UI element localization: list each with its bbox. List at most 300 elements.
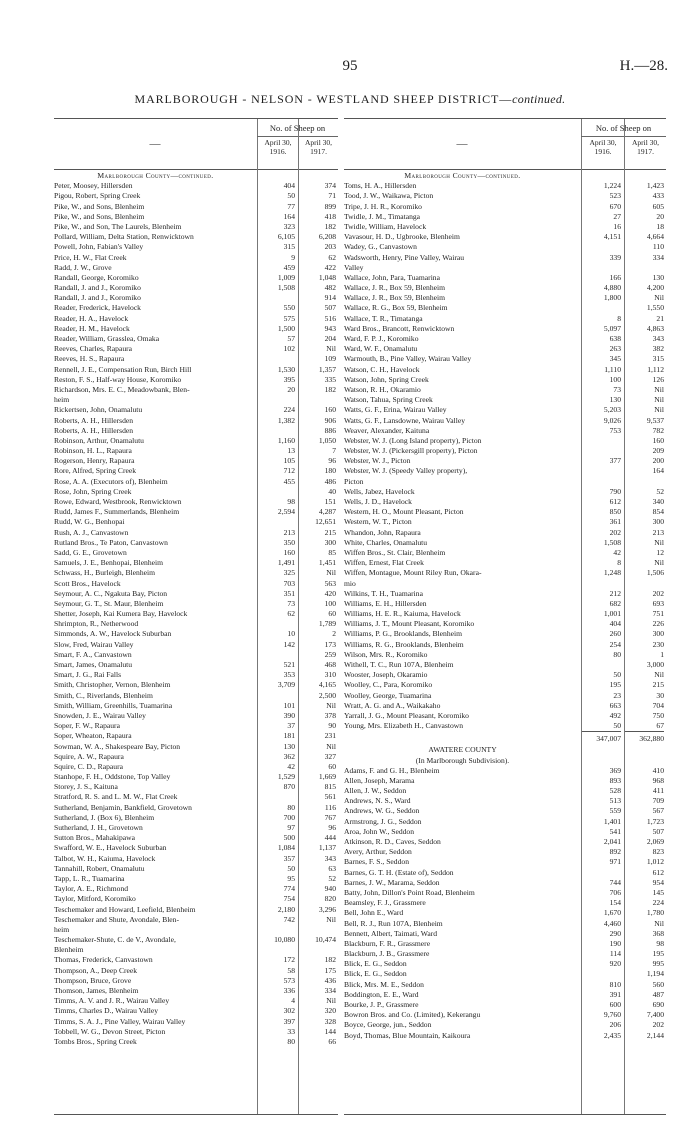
- sheep-1917: 2,069: [646, 837, 664, 846]
- sheep-1917: 612: [652, 867, 664, 877]
- sheep-1916: 5,097: [603, 323, 621, 333]
- owner-name: Pike, W., and Sons, Blenheim: [54, 201, 145, 211]
- owner-name: Williams, E. H., Hillersden: [344, 598, 427, 608]
- sheep-1916: 1,084: [277, 843, 295, 853]
- sheep-1917: 340: [652, 497, 664, 506]
- sheep-1916: 97: [287, 823, 295, 832]
- owner-name: Shrimpton, R., Netherwood: [54, 619, 139, 629]
- sheep-1916: 33: [287, 1026, 295, 1036]
- owner-name: Teschemaker-Shute, C. de V., Avondale,: [54, 935, 176, 945]
- table-row: [344, 959, 666, 969]
- sheep-1917: 315: [652, 354, 664, 364]
- sheep-1917: Nil: [654, 558, 664, 568]
- sheep-1916: 100: [609, 374, 621, 384]
- sheep-1916: 254: [609, 639, 621, 649]
- table-row: [54, 242, 338, 252]
- sheep-1917: Nil: [654, 537, 664, 547]
- sheep-1917: 195: [652, 949, 664, 959]
- sheep-1916: 351: [283, 588, 295, 598]
- owner-name: Reston, F. S., Half-way House, Koromiko: [54, 374, 182, 384]
- owner-name: Williams, P. G., Brooklands, Blenheim: [344, 629, 463, 639]
- table-row: [54, 253, 338, 263]
- owner-name: Thompson, Bruce, Grove: [54, 975, 132, 985]
- sheep-1917: 751: [652, 609, 664, 619]
- sheep-1917: 160: [652, 435, 664, 445]
- owner-name: Tannahill, Robert, Onamalutu: [54, 863, 145, 873]
- sheep-1916: 114: [609, 949, 621, 959]
- table-row: [54, 945, 338, 955]
- table-row: [344, 222, 666, 232]
- table-row: [344, 969, 666, 979]
- table-row: [54, 212, 338, 222]
- owner-name: Wells, Jabez, Havelock: [344, 486, 415, 496]
- sheep-1917: 378: [324, 710, 336, 720]
- owner-name: Watson, R. H., Okaramio: [344, 384, 421, 394]
- sheep-1916: 325: [283, 568, 295, 578]
- sheep-1917: 886: [324, 425, 336, 435]
- table-row: [54, 772, 338, 782]
- sheep-1916: 302: [283, 1006, 295, 1016]
- owner-name: Tombs Bros., Spring Creek: [54, 1036, 137, 1046]
- header-name-column: —: [149, 138, 161, 150]
- table-row: [344, 701, 666, 711]
- section-heading: Marlborough County—continued.: [97, 171, 214, 180]
- owner-name: Tobbell, W. G., Devon Street, Picton: [54, 1026, 166, 1036]
- title-continued: continued.: [512, 92, 566, 106]
- owner-name: Bourke, J. P., Grassmere: [344, 1000, 419, 1009]
- owner-name: Wiffen Bros., St. Clair, Blenheim: [344, 547, 446, 557]
- table-row: [54, 538, 338, 548]
- table-row: [344, 446, 666, 456]
- sheep-1917: 362,880: [625, 731, 664, 746]
- owner-name: Woolley, George, Tuamarina: [344, 690, 432, 700]
- table-row: [344, 1031, 666, 1041]
- owner-name: Squire, A. W., Rapaura: [54, 751, 124, 761]
- sheep-1916: 612: [609, 497, 621, 506]
- owner-name: Ward Bros., Brancott, Renwicktown: [344, 323, 455, 333]
- sheep-1917: 750: [652, 710, 664, 720]
- sheep-1916: 9,026: [603, 415, 621, 425]
- table-row: [54, 375, 338, 385]
- owner-name: mio: [344, 578, 356, 588]
- owner-name: Allen, J. W., Seddon: [344, 786, 407, 796]
- table-row: [344, 303, 666, 313]
- owner-name: Blackburn, F. R., Grassmere: [344, 938, 431, 948]
- table-row: [54, 436, 338, 446]
- table-row: [344, 589, 666, 599]
- owner-name: Sutton Bros., Mahakipawa: [54, 833, 135, 843]
- table-row: [344, 507, 666, 517]
- table-row: [54, 589, 338, 599]
- sheep-1916: 971: [609, 857, 621, 867]
- table-row: [54, 303, 338, 313]
- sheep-1916: 80: [287, 802, 295, 812]
- sheep-1917: 52: [328, 873, 336, 883]
- sheep-1917: 2,500: [318, 690, 336, 700]
- owner-name: Barnes, J. W., Marama, Seddon: [344, 877, 440, 887]
- sheep-1916: 682: [609, 598, 621, 608]
- sheep-1917: 704: [652, 700, 664, 710]
- owner-name: Ward, W. F., Onamalutu: [344, 344, 418, 354]
- owner-name: Wiffen, Ernest, Flat Creek: [344, 558, 424, 568]
- table-row: [344, 426, 666, 436]
- sheep-1916: 377: [609, 456, 621, 466]
- sheep-1916: 870: [283, 782, 295, 792]
- sheep-1917: Nil: [326, 700, 336, 710]
- sheep-1916: 700: [283, 812, 295, 822]
- owner-name: Twidle, J. M., Timatanga: [344, 211, 421, 221]
- owner-name: Taylor, A. E., Richmond: [54, 884, 129, 894]
- sheep-1917: 182: [324, 955, 336, 965]
- sheep-1916: 224: [283, 405, 295, 415]
- owner-name: Toms, H. A., Hillersden: [344, 181, 417, 191]
- table-row: [344, 181, 666, 191]
- owner-name: Reader, William, Grasslea, Omaka: [54, 334, 160, 343]
- sheep-1916: 8: [617, 558, 621, 568]
- sheep-1916: 810: [609, 979, 621, 989]
- table-row: [344, 670, 666, 680]
- table-row: [54, 466, 338, 476]
- owner-name: Boddington, E. E., Ward: [344, 989, 419, 999]
- owner-name: Timms, S. A. J., Pine Valley, Wairau Valley: [54, 1016, 186, 1026]
- page-number: 95: [342, 58, 358, 74]
- table-row: [54, 670, 338, 680]
- table-row: [344, 344, 666, 354]
- sheep-1917: 110: [652, 242, 664, 252]
- owner-name: Samuels, J. E., Benhopai, Blenheim: [54, 558, 164, 568]
- table-row: [54, 731, 338, 741]
- owner-name: Pike, W., and Son, The Laurels, Blenheim: [54, 221, 182, 231]
- table-row: [54, 548, 338, 558]
- owner-name: Reader, H. M., Havelock: [54, 323, 130, 333]
- sheep-1916: 920: [609, 959, 621, 969]
- owner-name: Sowman, W. A., Shakespeare Bay, Picton: [54, 741, 181, 751]
- sheep-1917: 215: [324, 527, 336, 537]
- table-row: [54, 711, 338, 721]
- sheep-1917: 436: [324, 975, 336, 985]
- table-row: [344, 786, 666, 796]
- sheep-1917: Nil: [326, 996, 336, 1006]
- sheep-1917: 1,423: [646, 181, 664, 191]
- sheep-1916: 77: [287, 201, 295, 211]
- sheep-1917: Nil: [654, 918, 664, 928]
- owner-name: Roberts, A. H., Hillersden: [54, 415, 134, 425]
- table-row: [54, 782, 338, 792]
- owner-name: heim: [54, 924, 70, 934]
- header-year-1917: April 30, 1917.: [304, 138, 333, 156]
- right-table-body: [344, 171, 666, 1041]
- owner-name: Avery, Arthur, Seddon: [344, 847, 412, 857]
- owner-name: Rush, A. J., Canvastown: [54, 527, 129, 537]
- table-row: [54, 935, 338, 945]
- table-row: [54, 405, 338, 415]
- table-row: [344, 1000, 666, 1010]
- table-row: [344, 548, 666, 558]
- owner-name: Bennett, Albert, Taimati, Ward: [344, 928, 438, 938]
- sheep-1917: 180: [324, 466, 336, 476]
- sheep-1917: 820: [324, 894, 336, 904]
- table-row: [344, 990, 666, 1000]
- table-row: [54, 599, 338, 609]
- table-row: [344, 436, 666, 446]
- table-row: [344, 191, 666, 201]
- owner-name: Blackburn, J. B., Grassmere: [344, 949, 430, 959]
- owner-name: Rutland Bros., Te Paton, Canvastown: [54, 537, 168, 547]
- table-row: [54, 629, 338, 639]
- sheep-1916: 362: [283, 751, 295, 761]
- sheep-1916: 774: [283, 884, 295, 894]
- owner-name: Seymour, G. T., St. Maur, Blenheim: [54, 598, 164, 608]
- sheep-1916: 790: [609, 486, 621, 496]
- sheep-1917: 160: [324, 405, 336, 415]
- sheep-1917: 433: [652, 191, 664, 201]
- owner-name: Timms, Charles D., Wairau Valley: [54, 1006, 159, 1016]
- sheep-1916: 206: [609, 1020, 621, 1030]
- owner-name: Beamsley, F. J., Grassmere: [344, 898, 426, 908]
- owner-name: Reeves, H. S., Rapaura: [54, 354, 125, 364]
- table-row: [54, 833, 338, 843]
- sheep-1917: 709: [652, 796, 664, 806]
- sheep-1917: 9,537: [646, 415, 664, 425]
- owner-name: Allen, Joseph, Marama: [344, 775, 415, 785]
- sheep-1916: 130: [609, 395, 621, 405]
- table-row: [54, 385, 338, 395]
- owner-name: Thompson, A., Deep Creek: [54, 965, 138, 975]
- sheep-1917: 71: [328, 191, 336, 201]
- table-row: [54, 864, 338, 874]
- sheep-1916: 142: [283, 639, 295, 649]
- sheep-1917: Nil: [654, 405, 664, 415]
- table-header: [344, 119, 666, 170]
- sheep-1916: 16: [613, 221, 621, 231]
- sheep-1916: 1,800: [603, 293, 621, 303]
- sheep-1917: 209: [652, 446, 664, 456]
- owner-name: Robinson, Arthur, Onamalutu: [54, 435, 144, 445]
- owner-name: Wadsworth, Henry, Pine Valley, Wairau: [344, 252, 465, 262]
- table-row: [54, 996, 338, 1006]
- owner-name: Vavasour, H. D., Ugbrooke, Blenheim: [344, 232, 460, 242]
- sheep-1917: 63: [328, 863, 336, 873]
- sheep-1916: 521: [283, 660, 295, 669]
- sheep-1916: 1,160: [277, 435, 295, 445]
- sheep-1917: 690: [652, 1000, 664, 1009]
- sheep-1916: 4: [291, 996, 295, 1006]
- sheep-1917: 1,048: [318, 272, 336, 282]
- sheep-1916: 391: [609, 989, 621, 999]
- table-row: [344, 212, 666, 222]
- sheep-1916: 105: [283, 456, 295, 466]
- sheep-1917: Nil: [326, 741, 336, 751]
- owner-name: Timms, A. V. and J. R., Wairau Valley: [54, 996, 170, 1006]
- owner-name: Ward, F. P. J., Koromiko: [344, 334, 419, 343]
- table-row: [54, 293, 338, 303]
- sheep-1917: 1,789: [318, 619, 336, 629]
- sheep-1917: 90: [328, 721, 336, 731]
- sheep-1916: 703: [283, 578, 295, 588]
- owner-name: Sutherland, J. (Box 6), Blenheim: [54, 812, 155, 822]
- table-row: [344, 837, 666, 847]
- sheep-1916: 50: [613, 721, 621, 731]
- sheep-1916: 4,880: [603, 283, 621, 293]
- sheep-1917: 100: [324, 598, 336, 608]
- sheep-1916: 290: [609, 928, 621, 938]
- sheep-1917: 914: [324, 293, 336, 303]
- owner-name: Randall, George, Koromiko: [54, 272, 139, 282]
- table-header: [54, 119, 338, 170]
- sheep-1916: 42: [287, 761, 295, 771]
- sheep-1917: 116: [324, 802, 336, 812]
- owner-name: Watts, G. F., Erina, Wairau Valley: [344, 405, 447, 415]
- sheep-1916: 164: [283, 211, 295, 221]
- sheep-1916: 575: [283, 313, 295, 323]
- sheep-1916: 6,105: [277, 232, 295, 242]
- owner-name: Thomson, James, Blenheim: [54, 986, 139, 995]
- sheep-1917: 899: [324, 201, 336, 211]
- table-row: [54, 854, 338, 864]
- owner-name: Wallace, J. R., Box 59, Blenheim: [344, 293, 446, 303]
- owner-name: Powell, John, Fabian's Valley: [54, 242, 144, 252]
- sheep-1916: 455: [283, 476, 295, 486]
- sheep-1917: 203: [324, 242, 336, 252]
- sheep-1916: 3,709: [277, 680, 295, 690]
- table-row: [344, 517, 666, 527]
- sheep-1917: 164: [652, 466, 664, 476]
- sheep-1917: 1,451: [318, 558, 336, 568]
- sheep-1917: 310: [324, 670, 336, 680]
- owner-name: Scott Bros., Havelock: [54, 578, 121, 588]
- table-row: [344, 273, 666, 283]
- sheep-1917: 67: [656, 721, 664, 731]
- sheep-1916: 459: [283, 262, 295, 272]
- sheep-1917: Nil: [326, 914, 336, 924]
- sheep-1916: 13: [287, 446, 295, 456]
- table-row: [54, 1017, 338, 1027]
- sheep-1916: 50: [287, 863, 295, 873]
- sheep-1917: 18: [656, 221, 664, 231]
- owner-name: Richardson, Mrs. E. C., Meadowbank, Blen-: [54, 384, 190, 394]
- sheep-1916: 190: [609, 938, 621, 948]
- sheep-1917: 815: [324, 782, 336, 792]
- owner-name: Snowden, J. E., Wairau Valley: [54, 710, 146, 720]
- sheep-1916: 172: [283, 955, 295, 965]
- table-row: [54, 497, 338, 507]
- sheep-1916: 1,248: [603, 568, 621, 578]
- table-row: [344, 314, 666, 324]
- sheep-1916: 95: [287, 873, 295, 883]
- table-row: [54, 456, 338, 466]
- header-year-1916: April 30, 1916.: [589, 138, 617, 156]
- owner-name: Storey, J. S., Kaituna: [54, 782, 118, 792]
- owner-name: Talbot, W. H., Kaiuma, Havelock: [54, 853, 156, 863]
- owner-name: Watson, C. H., Havelock: [344, 364, 420, 374]
- owner-name: Smith, William, Greenhills, Tuamarina: [54, 700, 173, 710]
- sheep-1917: 30: [656, 690, 664, 700]
- owner-name: Sadd, G. E., Grovetown: [54, 547, 127, 557]
- sheep-1916: 58: [287, 965, 295, 975]
- owner-name: Wooster, Joseph, Okaramio: [344, 670, 428, 680]
- table-row: [54, 813, 338, 823]
- owner-name: Webster, W. J., Picton: [344, 456, 411, 466]
- table-row: [344, 365, 666, 375]
- owner-name: Blick, E. G., Seddon: [344, 969, 407, 979]
- sheep-1916: 339: [609, 252, 621, 262]
- sheep-1916: 10: [287, 629, 295, 639]
- sheep-1917: 561: [324, 792, 336, 802]
- table-row: [344, 868, 666, 878]
- sheep-1917: 906: [324, 415, 336, 425]
- owner-name: Valley: [344, 262, 364, 272]
- sheep-1916: 323: [283, 221, 295, 231]
- table-row: [54, 263, 338, 273]
- owner-name: Wallace, J. R., Box 59, Blenheim: [344, 283, 446, 293]
- sheep-1917: 96: [328, 456, 336, 466]
- owner-name: Wiffen, Montague, Mount Riley Run, Okara-: [344, 568, 482, 578]
- table-row: [344, 568, 666, 578]
- sheep-1917: 182: [324, 384, 336, 394]
- owner-name: Watson, John, Spring Creek: [344, 374, 429, 384]
- table-row: [54, 181, 338, 191]
- owner-name: Randall, J. and J., Koromiko: [54, 283, 141, 293]
- section-heading: Marlborough County—continued.: [404, 171, 521, 180]
- table-row: [344, 660, 666, 670]
- sheep-1917: 20: [656, 211, 664, 221]
- sheep-1917: 144: [324, 1026, 336, 1036]
- sheep-1917: 1,780: [646, 908, 664, 918]
- owner-name: Williams, R. G., Brooklands, Blenheim: [344, 639, 464, 649]
- owner-name: Williams, H. E. R., Kaiuma, Havelock: [344, 609, 461, 619]
- sheep-1917: 7,400: [646, 1010, 664, 1020]
- owner-name: Roberts, A. H., Hillersden: [54, 425, 134, 435]
- table-row: [54, 925, 338, 935]
- table-row: [54, 477, 338, 487]
- table-row: [54, 1037, 338, 1047]
- table-row: [54, 894, 338, 904]
- sheep-1917: 7: [332, 446, 336, 456]
- sheep-1916: 1,491: [277, 558, 295, 568]
- sheep-1917: 410: [652, 765, 664, 775]
- sheep-1917: 173: [324, 639, 336, 649]
- owner-name: White, Charles, Onamalutu: [344, 537, 428, 547]
- table-row: [344, 385, 666, 395]
- table-row: [344, 609, 666, 619]
- right-table: [344, 118, 666, 1115]
- table-row: [54, 976, 338, 986]
- owner-name: Andrews, N. S., Ward: [344, 796, 411, 806]
- sheep-1917: 995: [652, 959, 664, 969]
- sheep-1916: 9,760: [603, 1010, 621, 1020]
- table-row: [54, 487, 338, 497]
- owner-name: Webster, W. J. (Pickersgill property), Picton: [344, 446, 478, 456]
- table-row: [54, 334, 338, 344]
- sheep-1916: 2,041: [603, 837, 621, 846]
- sheep-1917: 343: [652, 334, 664, 343]
- owner-name: Wallace, R. G., Box 59, Blenheim: [344, 303, 448, 313]
- header-name-column: —: [456, 138, 468, 150]
- sheep-1916: 130: [283, 741, 295, 751]
- sheep-1916: 744: [609, 877, 621, 887]
- table-row: [54, 314, 338, 324]
- table-row: [54, 446, 338, 456]
- sheep-1916: 754: [283, 894, 295, 904]
- sheep-1917: Nil: [654, 293, 664, 303]
- table-row: [54, 232, 338, 242]
- sheep-1916: 27: [613, 211, 621, 221]
- sheep-1917: 231: [324, 731, 336, 741]
- table-row: [344, 324, 666, 334]
- table-row: [54, 558, 338, 568]
- table-row: [54, 915, 338, 925]
- table-row: [54, 905, 338, 915]
